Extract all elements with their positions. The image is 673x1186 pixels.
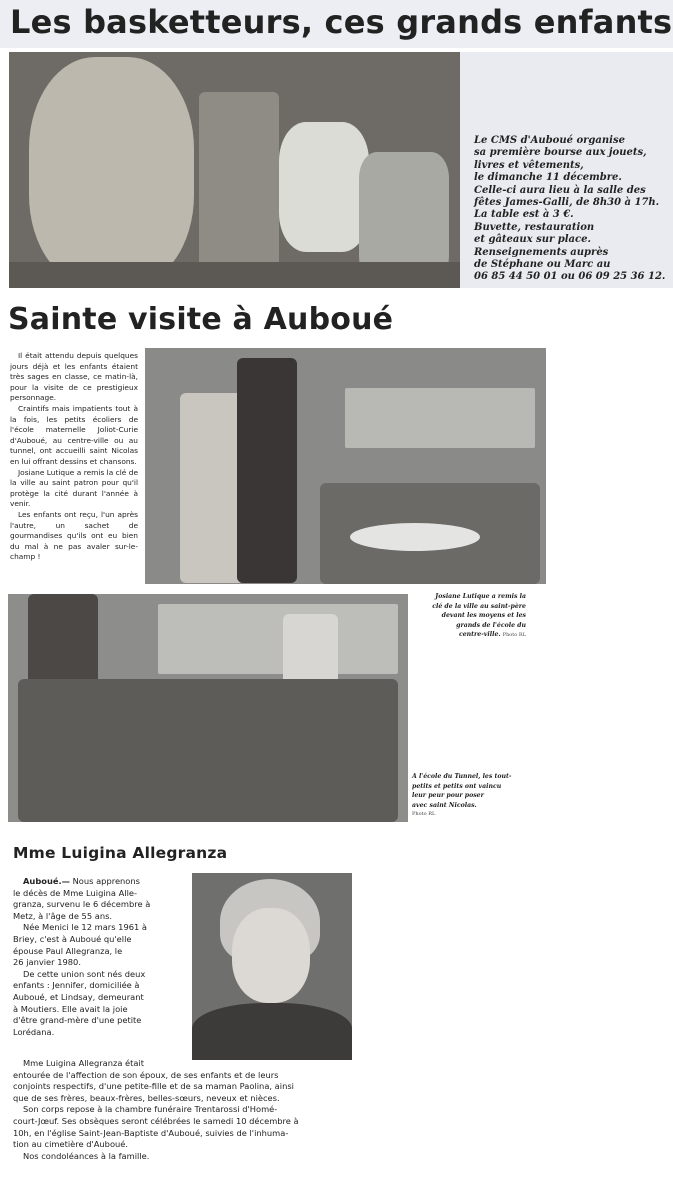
article-2-paragraph: Josiane Lutique a remis la clé de la ville au saint patron pour qu'il protège la cité durant l'année à venir.	[10, 467, 138, 509]
toy-pile	[199, 92, 279, 272]
article-2-title: Sainte visite à Auboué	[8, 302, 394, 337]
article-1-title: Les basketteurs, ces grands enfants	[10, 3, 673, 41]
article-3-body-wide	[13, 1058, 355, 1176]
article-2-paragraph: Il était attendu depuis quelques jours déjà et les enfants étaient très sages en classe, ce matin-là, pour la visite de ce prestigieux personnage.	[10, 351, 138, 403]
wall-board	[345, 388, 535, 448]
article-3-body-narrow	[13, 876, 187, 1038]
caption-line: Buvette, restauration	[474, 221, 595, 233]
body-line	[13, 876, 187, 888]
toy-dog-plush	[29, 57, 194, 287]
caption-line: le dimanche 11 décembre.	[474, 172, 622, 184]
caption-line: de Stéphane ou Marc au	[474, 259, 611, 271]
body-line: court-Jœuf. Ses obsèques seront célébrées le samedi 10 décembre à	[13, 1115, 299, 1126]
article-2-caption-2	[412, 772, 532, 820]
photo-credit: Photo RL	[502, 632, 526, 639]
wall-drawings	[158, 604, 398, 674]
classroom-photo-centre-ville	[145, 348, 546, 584]
article-1-caption	[474, 135, 669, 284]
caption-line: et gâteaux sur place.	[474, 234, 591, 246]
caption-line: La table est à 3 €.	[474, 209, 574, 221]
caption-line: petits et petits ont vaincu	[412, 782, 502, 790]
body-line: entourée de l'affection de son époux, de ses enfants et de leurs	[13, 1069, 279, 1080]
table	[350, 523, 480, 551]
body-line: granza, survenu le 6 décembre à	[13, 899, 151, 910]
article-2-body	[10, 351, 138, 563]
body-line: 26 janvier 1980.	[13, 957, 81, 968]
body-line: Née Menici le 12 mars 1961 à	[23, 922, 147, 933]
classroom-photo-tunnel	[8, 594, 408, 822]
caption-line: 06 85 44 50 01 ou 06 09 25 36 12.	[474, 271, 666, 283]
caption-line: Celle-ci aura lieu à la salle des	[474, 184, 646, 196]
body-line: Lorédana.	[13, 1026, 55, 1037]
caption-line-text: centre-ville.	[458, 631, 501, 639]
caption-line: sa première bourse aux jouets,	[474, 147, 647, 159]
body-line: à Moutiers. Elle avait la joie	[13, 1003, 128, 1014]
body-line: Metz, à l'âge de 55 ans.	[13, 910, 113, 921]
shoulders	[192, 1003, 352, 1060]
body-line-text: Nous apprenons	[72, 876, 140, 886]
body-line: tion au cimetière d'Auboué.	[13, 1139, 129, 1150]
children-group	[18, 679, 398, 822]
body-line: Briey, c'est à Auboué qu'elle	[13, 933, 132, 944]
article-2-caption-1	[412, 592, 526, 641]
body-line: Nos condoléances à la famille.	[23, 1150, 150, 1161]
body-line: conjoints respectifs, d'une petite-fille et de sa maman Paolina, ainsi	[13, 1081, 294, 1092]
face	[232, 908, 310, 1003]
caption-line: Le CMS d'Auboué organise	[474, 135, 625, 146]
dateline: Auboué.—	[23, 876, 70, 886]
body-line: De cette union sont nés deux	[23, 968, 146, 979]
table-surface	[9, 262, 460, 288]
caption-line: grands de l'école du	[456, 621, 526, 629]
body-line: 10h, en l'église Saint-Jean-Baptiste d'Auboué, suivies de l'inhuma-	[13, 1127, 289, 1138]
body-line: enfants : Jennifer, domiciliée à	[13, 980, 140, 991]
body-line: épouse Paul Allegranza, le	[13, 945, 123, 956]
body-line: Auboué, et Lindsay, demeurant	[13, 991, 144, 1002]
caption-line: leur peur pour poser	[412, 792, 484, 800]
toys-photo	[9, 52, 460, 288]
portrait-photo	[192, 873, 352, 1060]
body-line: que de ses frères, beaux-frères, belles-sœurs, neveux et nièces.	[13, 1092, 280, 1103]
caption-line: Renseignements auprès	[474, 246, 609, 258]
caption-line: avec saint Nicolas.	[412, 801, 477, 809]
caption-line: fêtes James-Galli, de 8h30 à 17h.	[474, 197, 660, 209]
saint-nicolas-figure	[237, 358, 297, 583]
caption-line	[412, 630, 526, 641]
toy-teddy-car	[279, 122, 369, 252]
article-2-paragraph: Les enfants ont reçu, l'un après l'autre, un sachet de gourmandises qu'ils ont eu bien du mal à ne pas avaler sur-le-champ !	[10, 509, 138, 562]
article-2-paragraph: Craintifs mais impatients tout à la fois, les petits écoliers de l'école maternelle Joliot-Curie d'Auboué, au centre-ville ou au tunnel, ont accueilli saint Nicolas en lui offrant dessins et chansons.	[10, 403, 138, 466]
caption-line: devant les moyens et les	[441, 612, 526, 620]
caption-line: clé de la ville au saint-père	[432, 602, 526, 610]
woman-figure	[180, 393, 245, 583]
body-line: Mme Luigina Allegranza était	[23, 1058, 145, 1068]
body-line: Son corps repose à la chambre funéraire Trentarossi d'Homé-	[23, 1104, 278, 1115]
body-line: d'être grand-mère d'une petite	[13, 1015, 142, 1026]
caption-line: Josiane Lutique a remis la	[435, 593, 526, 600]
caption-line: livres et vêtements,	[474, 159, 584, 171]
caption-line: A l'école du Tunnel, les tout-	[412, 773, 512, 780]
article-3-title: Mme Luigina Allegranza	[13, 844, 228, 862]
body-line: le décès de Mme Luigina Alle-	[13, 887, 138, 898]
photo-credit: Photo RL	[412, 811, 436, 818]
